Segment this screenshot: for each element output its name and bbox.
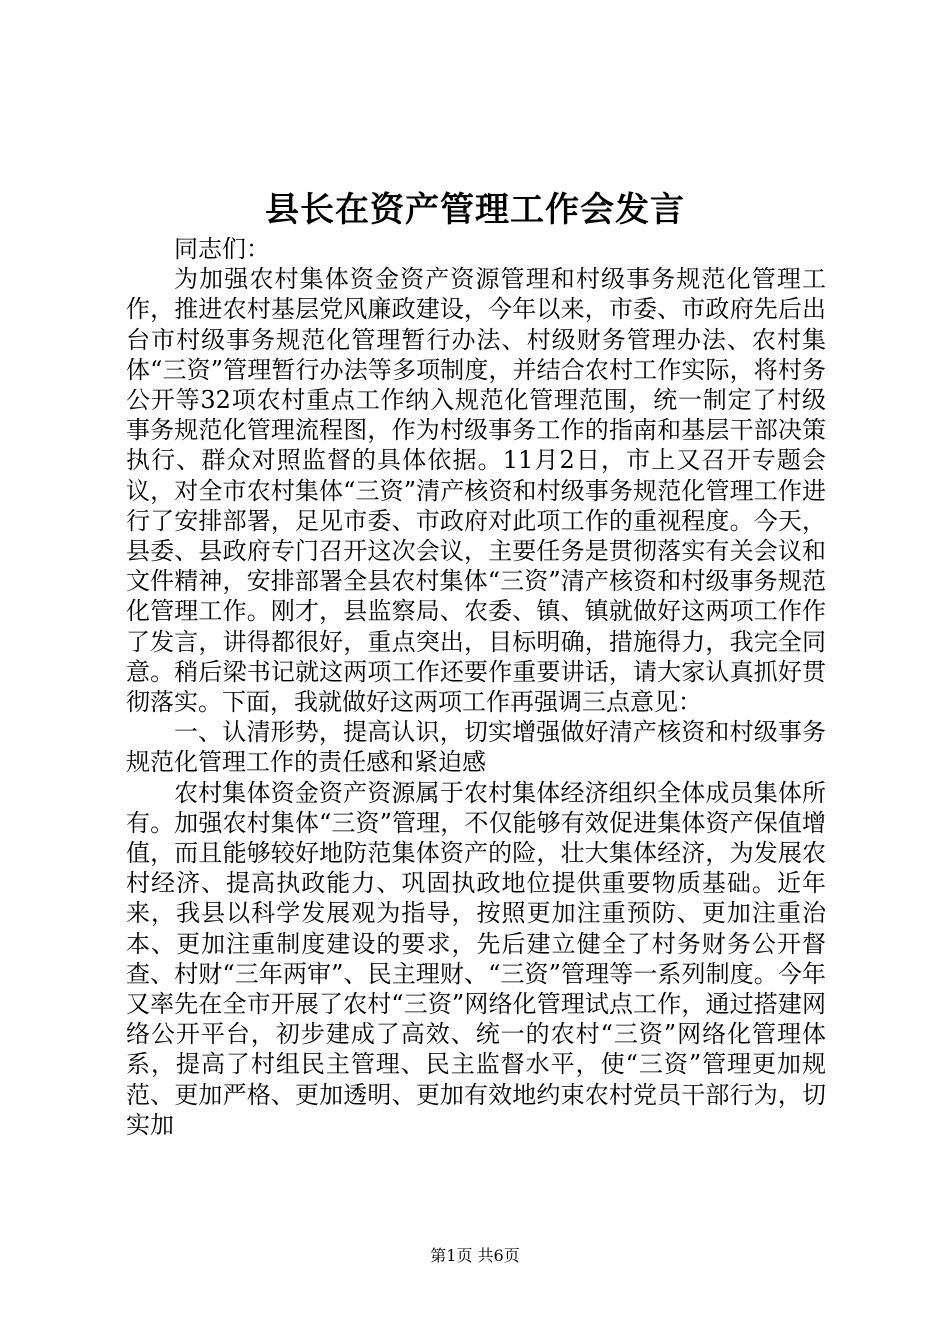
salutation-paragraph: 同志们：: [174, 235, 270, 263]
intro-paragraph: 为加强农村集体资金资产资源管理和村级事务规范化管理工作，推进农村基层党风廉政建设，今年以来，市委、市政府先后出台市村级事务规范化管理暂行办法、村级财务管理办法、农村集体“三资”管理暂行办法等多项制度，并结合农村工作实际，将村务公开等32项农村重点工作纳入规范化管理范围，统一制定了村级事务规范化管理流程图，作为村级事务工作的指南和基层干部决策执行、群众对照监督的具体依据。11月2日，市上又召开专题会议，对全市农村集体“三资”清产核资和村级事务规范化管理工作进行了安排部署，足见市委、市政府对此项工作的重视程度。今天，县委、县政府专门召开这次会议，主要任务是贯彻落实有关会议和文件精神，安排部署全县农村集体“三资”清产核资和村级事务规范化管理工作。刚才，县监察局、农委、镇、镇就做好这两项工作作了发言，讲得都很好，重点突出，目标明确，措施得力，我完全同意。稍后梁书记就这两项工作还要作重要讲话，请大家认真抓好贯彻落实。下面，我就做好这两项工作再强调三点意见：: [126, 265, 826, 717]
page-number-footer: 第1页 共6页: [430, 1246, 520, 1265]
section-heading-1: 一、认清形势，提高认识，切实增强做好清产核资和村级事务规范化管理工作的责任感和紧迫感: [126, 718, 826, 777]
section-1-paragraph: 农村集体资金资产资源属于农村集体经济组织全体成员集体所有。加强农村集体“三资”管理，不仅能够有效促进集体资产保值增值，而且能够较好地防范集体资产的险，壮大集体经济，为发展农村经济、提高执政能力、巩固执政地位提供重要物质基础。近年来，我县以科学发展观为指导，按照更加注重预防、更加注重治本、更加注重制度建设的要求，先后建立健全了村务财务公开督查、村财“三年两审”、民主理财、“三资”管理等一系列制度。今年又率先在全市开展了农村“三资”网络化管理试点工作，通过搭建网络公开平台，初步建成了高效、统一的农村“三资”网络化管理体系，提高了村组民主管理、民主监督水平，使“三资”管理更加规范、更加严格、更加透明、更加有效地约束农村党员干部行为，切实加: [126, 778, 826, 1139]
document-body: [126, 234, 826, 1140]
document-title: 县长在资产管理工作会发言: [265, 190, 685, 230]
